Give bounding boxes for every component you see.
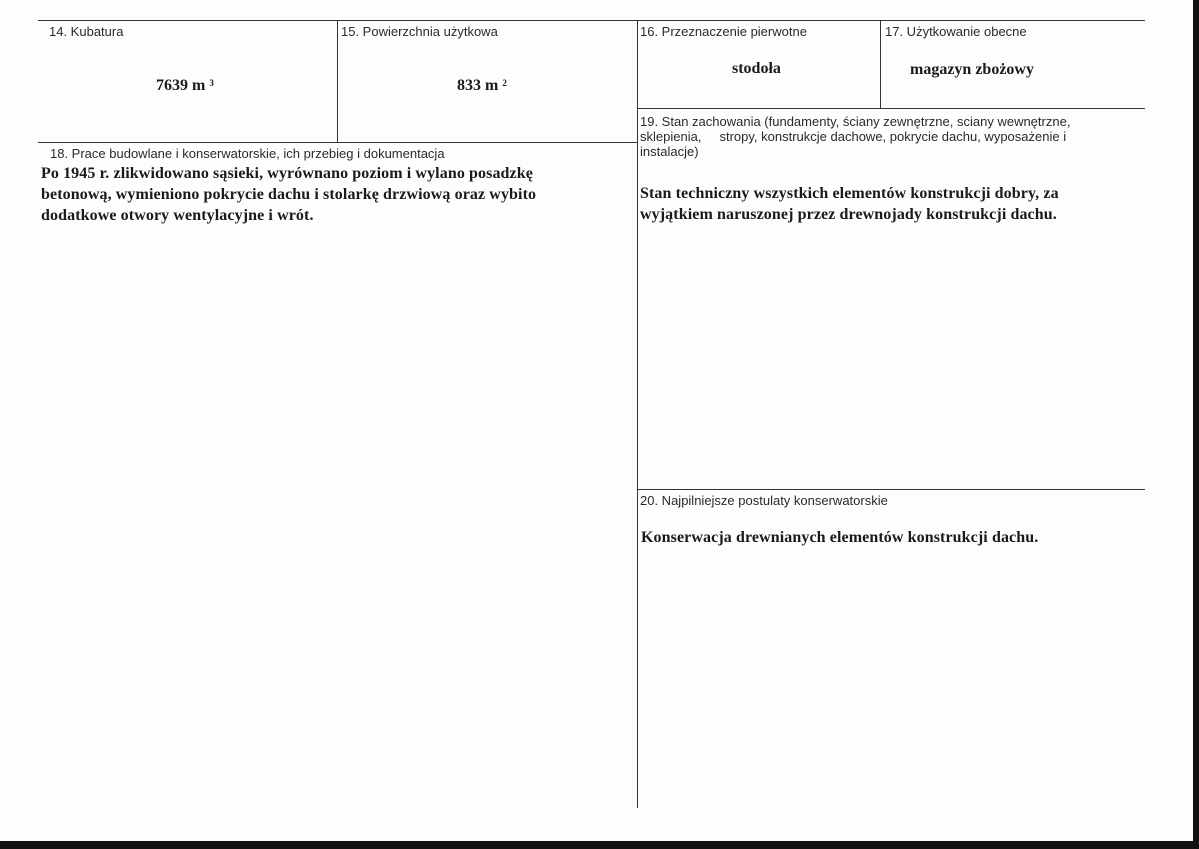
stan-label-line: instalacje) bbox=[640, 144, 699, 159]
prace-label: 18. Prace budowlane i konserwatorskie, ich przebieg i dokumentacja bbox=[50, 146, 445, 161]
powierzchnia-number: 833 m bbox=[457, 77, 499, 94]
stan-line: Stan techniczny wszystkich elementów konstrukcji dobry, za bbox=[640, 185, 1059, 202]
stan-label bbox=[640, 114, 1070, 159]
line-under-16-17 bbox=[637, 108, 1145, 109]
postulaty-label: 20. Najpilniejsze postulaty konserwatorskie bbox=[640, 493, 888, 508]
prace-line: Po 1945 r. zlikwidowano sąsieki, wyrównano poziom i wylano posadzkę bbox=[41, 165, 533, 182]
powierzchnia-exponent: 2 bbox=[502, 78, 507, 88]
kubatura-number: 7639 m bbox=[156, 77, 206, 94]
prace-text bbox=[41, 163, 536, 226]
uzytkowanie-label: 17. Użytkowanie obecne bbox=[885, 24, 1027, 39]
przeznaczenie-label: 16. Przeznaczenie pierwotne bbox=[640, 24, 807, 39]
kubatura-label: 14. Kubatura bbox=[49, 24, 124, 39]
uzytkowanie-value: magazyn zbożowy bbox=[910, 61, 1034, 78]
postulaty-text: Konserwacja drewnianych elementów konstrukcji dachu. bbox=[641, 529, 1039, 546]
scan-edge-bottom bbox=[0, 841, 1199, 849]
kubatura-value bbox=[156, 77, 214, 95]
stan-line: wyjątkiem naruszonej przez drewnojady konstrukcji dachu. bbox=[640, 206, 1057, 223]
kubatura-exponent: 3 bbox=[209, 78, 214, 88]
divider-16-17 bbox=[880, 20, 881, 108]
divider-center bbox=[637, 20, 638, 808]
scan-edge-right bbox=[1193, 0, 1199, 849]
stan-label-line: sklepienia, stropy, konstrukcje dachowe, pokrycie dachu, wyposażenie i bbox=[640, 129, 1067, 144]
przeznaczenie-value: stodoła bbox=[732, 60, 781, 77]
top-border bbox=[38, 20, 1145, 21]
powierzchnia-value bbox=[457, 77, 507, 95]
prace-line: dodatkowe otwory wentylacyjne i wrót. bbox=[41, 207, 314, 224]
line-under-14-15 bbox=[38, 142, 637, 143]
stan-text bbox=[640, 183, 1059, 225]
divider-14-15 bbox=[337, 20, 338, 142]
prace-line: betonową, wymieniono pokrycie dachu i stolarkę drzwiową oraz wybito bbox=[41, 186, 537, 203]
stan-label-line: 19. Stan zachowania (fundamenty, ściany zewnętrzne, sciany wewnętrzne, bbox=[640, 114, 1071, 129]
powierzchnia-label: 15. Powierzchnia użytkowa bbox=[341, 24, 498, 39]
line-under-19 bbox=[637, 489, 1145, 490]
